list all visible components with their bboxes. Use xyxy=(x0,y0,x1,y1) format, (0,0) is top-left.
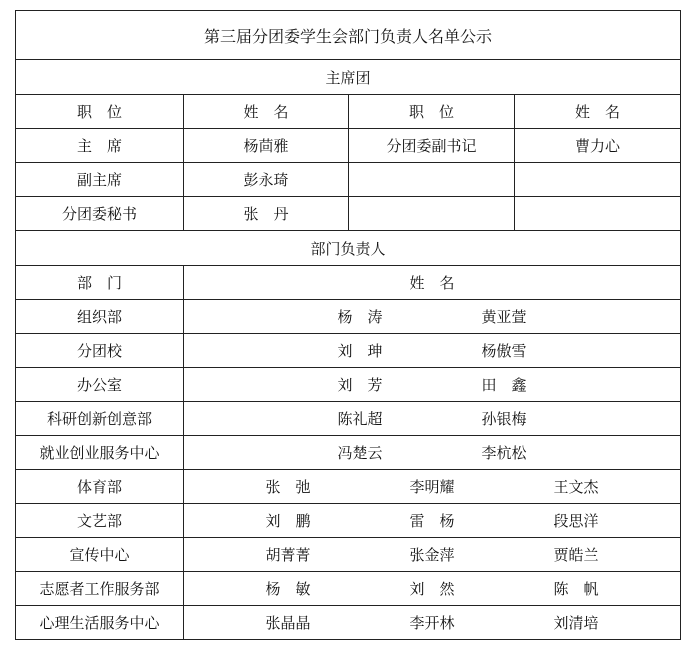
name-cell: 张 丹 xyxy=(184,197,349,231)
position-cell: 副主席 xyxy=(16,163,184,197)
member-name: 王文杰 xyxy=(553,478,599,496)
member-name: 刘 然 xyxy=(409,580,455,598)
member-name: 杨傲雪 xyxy=(481,342,527,360)
member-name: 陈礼超 xyxy=(337,410,383,428)
member-name: 孙银梅 xyxy=(481,410,527,428)
header-position: 职 位 xyxy=(16,95,184,129)
department-cell: 文艺部 xyxy=(16,504,184,538)
document-title: 第三届分团委学生会部门负责人名单公示 xyxy=(16,11,681,60)
member-name: 刘清培 xyxy=(553,614,599,632)
presidium-section-title: 主席团 xyxy=(16,60,681,95)
member-name: 张金萍 xyxy=(409,546,455,564)
department-cell: 志愿者工作服务部 xyxy=(16,572,184,606)
names-cell xyxy=(184,436,681,470)
header-name: 姓 名 xyxy=(184,95,349,129)
position-cell: 分团委秘书 xyxy=(16,197,184,231)
department-cell: 分团校 xyxy=(16,334,184,368)
table-row xyxy=(16,572,681,606)
names-cell xyxy=(184,606,681,640)
name-cell xyxy=(515,197,681,231)
presidium-section-row xyxy=(16,60,681,95)
table-row xyxy=(16,402,681,436)
names-cell xyxy=(184,368,681,402)
table-row xyxy=(16,163,681,197)
names-cell xyxy=(184,334,681,368)
member-name: 张晶晶 xyxy=(265,614,311,632)
member-name: 胡菁菁 xyxy=(265,546,311,564)
roster-table xyxy=(15,10,681,640)
position-cell xyxy=(349,197,515,231)
member-name: 杨 敏 xyxy=(265,580,311,598)
member-name: 田 鑫 xyxy=(481,376,527,394)
table-row xyxy=(16,470,681,504)
department-cell: 宣传中心 xyxy=(16,538,184,572)
name-cell xyxy=(515,163,681,197)
table-row xyxy=(16,538,681,572)
department-cell: 办公室 xyxy=(16,368,184,402)
departments-header-row xyxy=(16,266,681,300)
position-cell: 分团委副书记 xyxy=(349,129,515,163)
department-cell: 心理生活服务中心 xyxy=(16,606,184,640)
departments-section-row xyxy=(16,231,681,266)
position-cell: 主 席 xyxy=(16,129,184,163)
table-row xyxy=(16,504,681,538)
member-name: 冯楚云 xyxy=(337,444,383,462)
names-cell xyxy=(184,402,681,436)
member-name: 李杭松 xyxy=(481,444,527,462)
header-position: 职 位 xyxy=(349,95,515,129)
header-name: 姓 名 xyxy=(515,95,681,129)
department-cell: 体育部 xyxy=(16,470,184,504)
member-name: 刘 珅 xyxy=(337,342,383,360)
member-name: 李开林 xyxy=(409,614,455,632)
name-cell: 彭永琦 xyxy=(184,163,349,197)
table-row xyxy=(16,334,681,368)
table-row xyxy=(16,300,681,334)
member-name: 杨 涛 xyxy=(337,308,383,326)
member-name: 雷 杨 xyxy=(409,512,455,530)
member-name: 贾皓兰 xyxy=(553,546,599,564)
member-name: 刘 鹏 xyxy=(265,512,311,530)
header-department: 部 门 xyxy=(16,266,184,300)
member-name: 刘 芳 xyxy=(337,376,383,394)
member-name: 黄亚萱 xyxy=(481,308,527,326)
names-cell xyxy=(184,300,681,334)
department-cell: 科研创新创意部 xyxy=(16,402,184,436)
member-name: 张 弛 xyxy=(265,478,311,496)
presidium-header-row xyxy=(16,95,681,129)
document-page xyxy=(15,10,680,638)
table-row xyxy=(16,368,681,402)
name-cell: 杨茴雅 xyxy=(184,129,349,163)
names-cell xyxy=(184,504,681,538)
position-cell xyxy=(349,163,515,197)
names-cell xyxy=(184,538,681,572)
member-name: 段思洋 xyxy=(553,512,599,530)
department-cell: 就业创业服务中心 xyxy=(16,436,184,470)
name-cell: 曹力心 xyxy=(515,129,681,163)
names-cell xyxy=(184,572,681,606)
header-name: 姓 名 xyxy=(184,266,681,300)
departments-section-title: 部门负责人 xyxy=(16,231,681,266)
member-name: 李明耀 xyxy=(409,478,455,496)
table-row xyxy=(16,606,681,640)
table-row xyxy=(16,197,681,231)
department-cell: 组织部 xyxy=(16,300,184,334)
member-name: 陈 帆 xyxy=(553,580,599,598)
names-cell xyxy=(184,470,681,504)
title-row xyxy=(16,11,681,60)
table-row xyxy=(16,129,681,163)
table-row xyxy=(16,436,681,470)
